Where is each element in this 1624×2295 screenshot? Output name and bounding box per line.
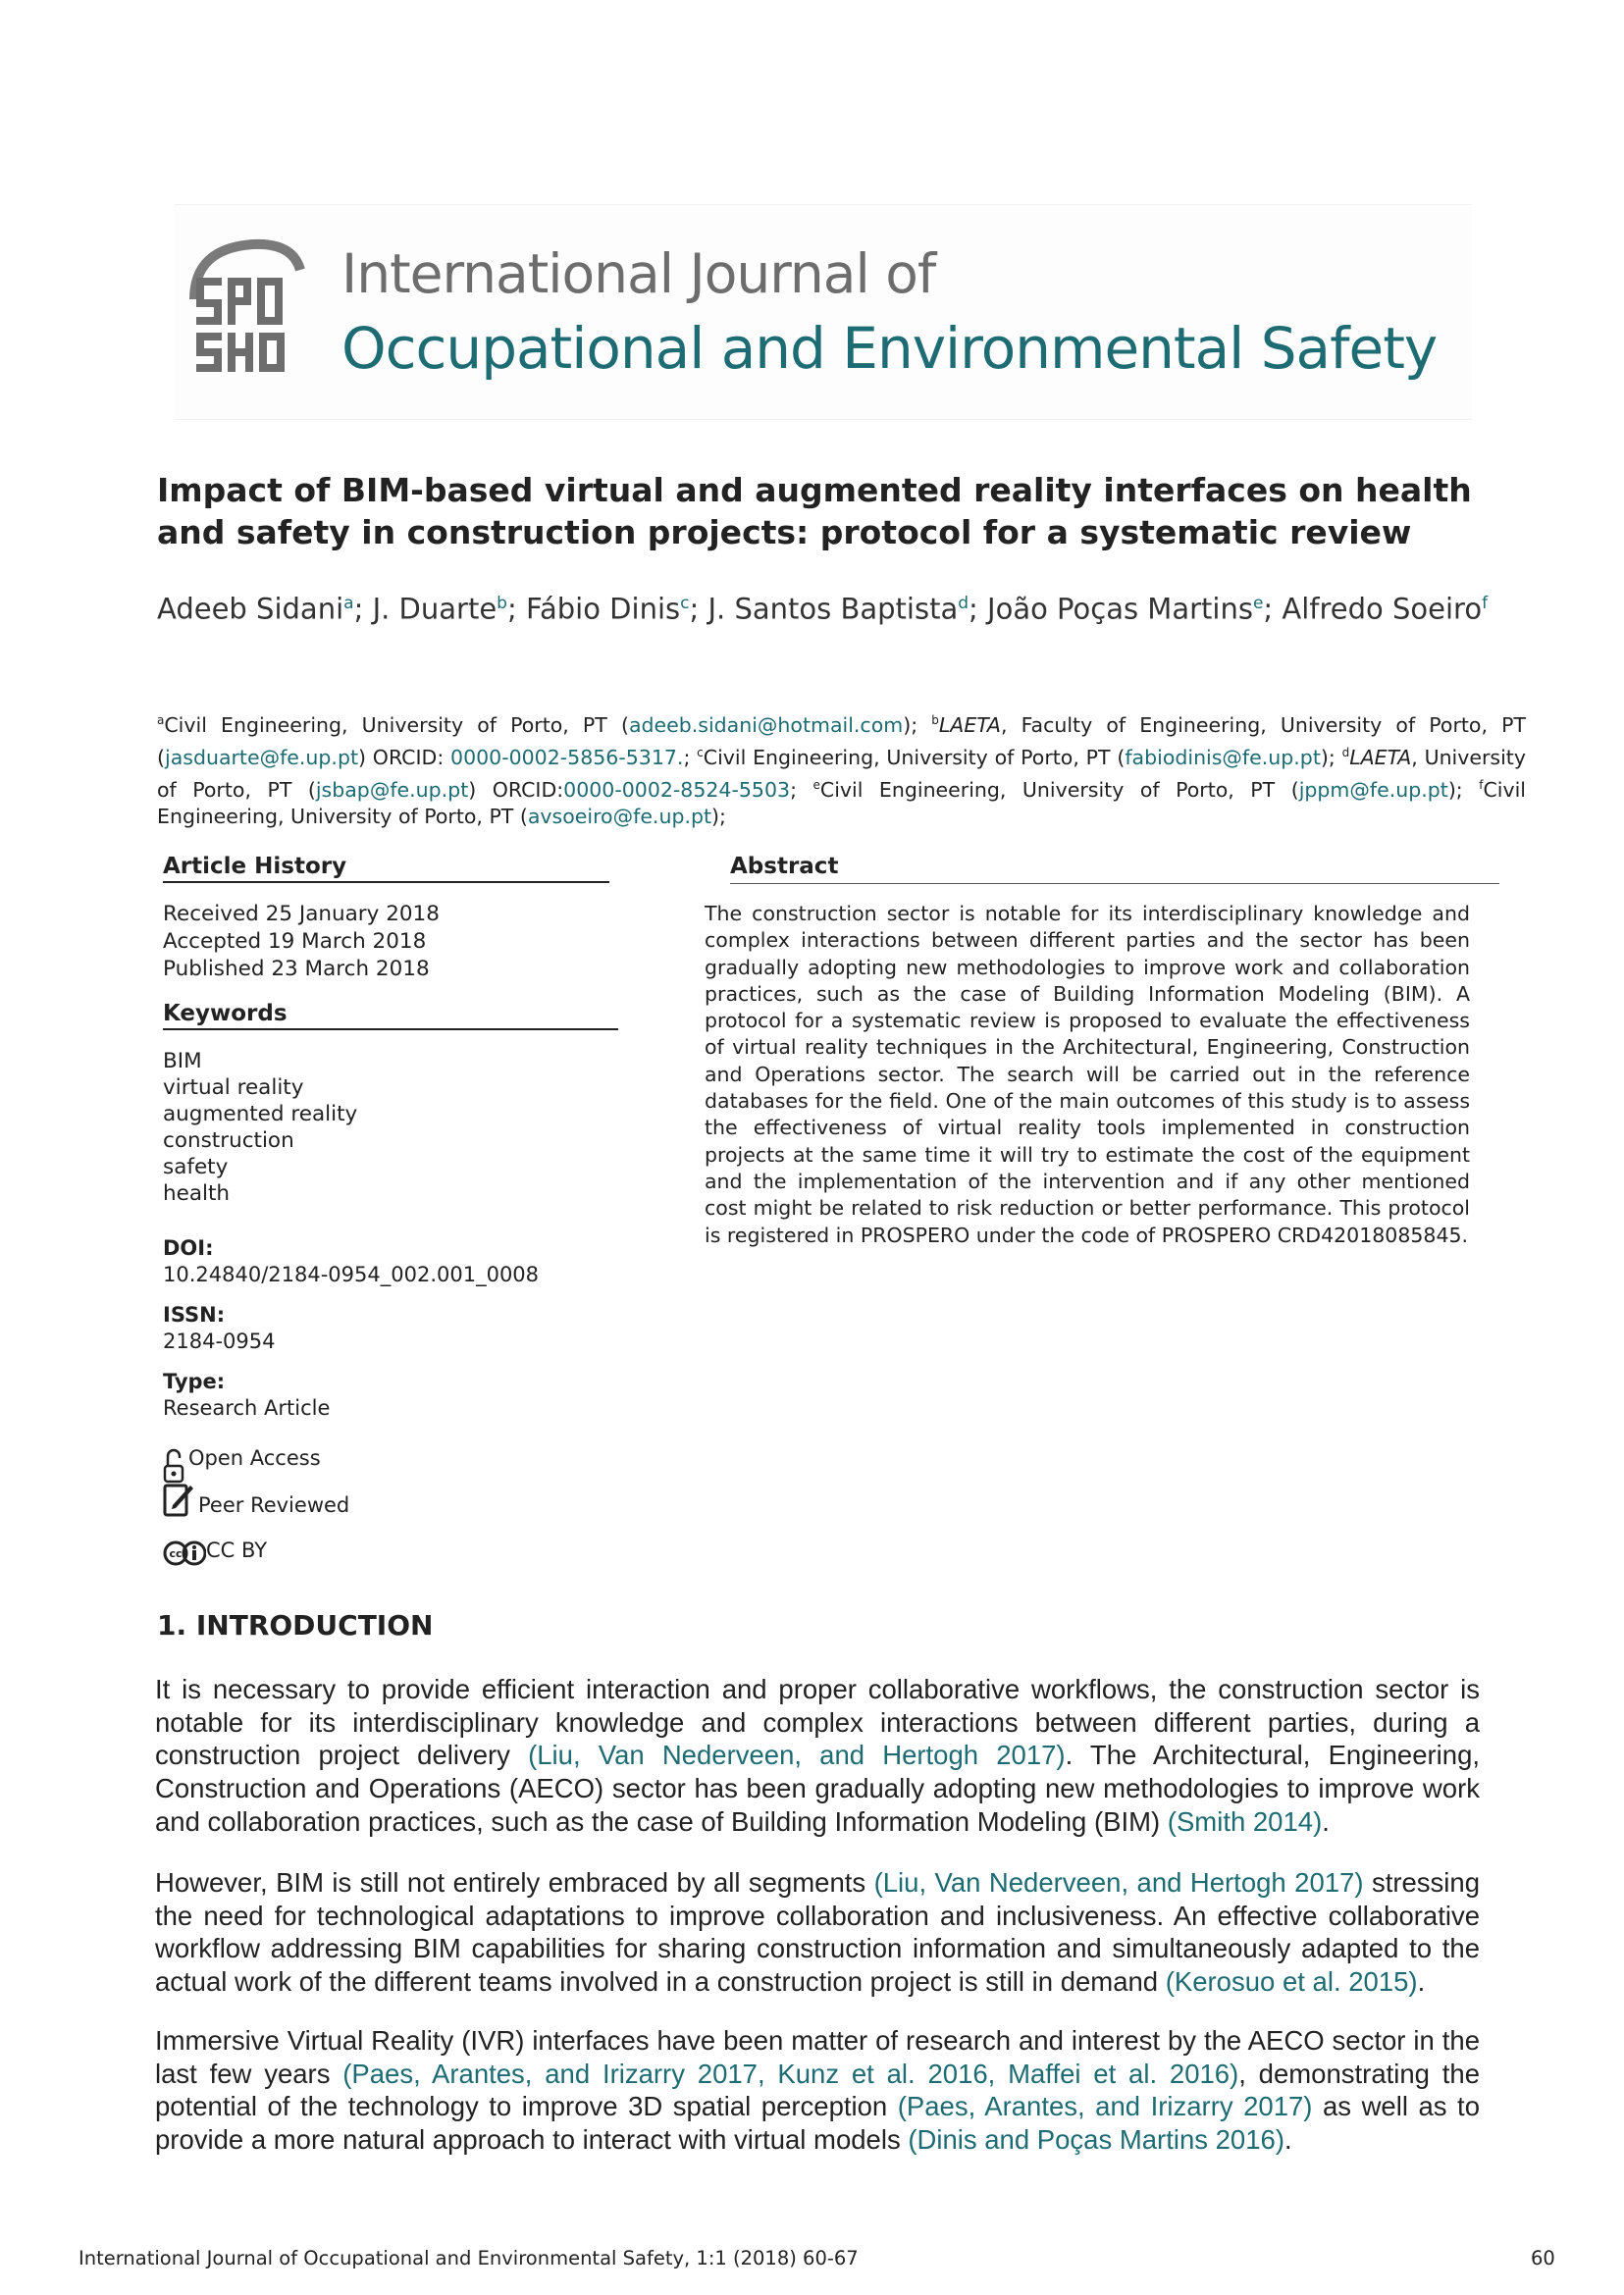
author-name: J. Santos Baptista [707, 592, 959, 626]
article-history [163, 901, 440, 983]
affil-sup: c [697, 745, 704, 759]
author-sep: ; [689, 592, 708, 626]
author-sup: f [1482, 594, 1489, 613]
type-value: Research Article [163, 1396, 331, 1420]
orcid-link-baptista[interactable]: 0000-0002-8524-5503 [563, 777, 791, 802]
article-title: Impact of BIM-based virtual and augmented reality interfaces on health and safety in construction projects: protocol for a systematic review [157, 471, 1472, 551]
affil-e: Civil Engineering, University of Porto, PT ( [819, 777, 1299, 802]
svg-text:cc: cc [169, 1547, 183, 1560]
license-badge [163, 1529, 267, 1568]
introduction-heading: 1. INTRODUCTION [157, 1609, 434, 1642]
journal-banner [175, 204, 1472, 420]
open-access-label: Open Access [188, 1446, 321, 1470]
affil-d: , University of Porto, PT ( [157, 745, 1526, 802]
author-name: Adeeb Sidani [157, 592, 344, 626]
email-link-duarte[interactable]: jasduarte@fe.up.pt [165, 745, 359, 769]
paragraph-text: Immersive Virtual Reality (IVR) interfaces have been matter of research and interest by the AECO sector in the last few years [155, 2025, 1480, 2089]
affil-punct: ); [903, 712, 932, 737]
received-date: Received 25 January 2018 [163, 902, 440, 926]
citation-link[interactable]: (Dinis and Poças Martins 2016) [908, 2124, 1284, 2156]
author-sep: ; [353, 592, 373, 626]
affil-sup: a [157, 713, 165, 727]
email-link-sidani[interactable]: adeeb.sidani@hotmail.com [628, 712, 904, 737]
paragraph-text: as well as to provide a more natural approach to interact with virtual models [155, 2091, 1480, 2156]
keyword-item: BIM [163, 1049, 202, 1073]
page-number: 60 [1531, 2247, 1555, 2269]
article-history-heading: Article History [163, 854, 609, 883]
paragraph-text: . [1417, 1966, 1426, 1998]
citation-link[interactable]: (Paes, Arantes, and Irizarry 2017, Kunz et al. 2016, Maffei et al. 2016) [342, 2058, 1239, 2089]
email-link-dinis[interactable]: fabiodinis@fe.up.pt [1125, 745, 1321, 769]
paragraph-text: It is necessary to provide efficient interaction and proper collaborative workflows, the construction sector is notable for its interdisciplinary knowledge and complex interactions between different parties, during a construction project delivery [155, 1674, 1480, 1771]
keyword-item: health [163, 1181, 231, 1206]
doi-label: DOI: [163, 1236, 214, 1260]
keyword-item: safety [163, 1155, 229, 1179]
affil-sup: f [1479, 777, 1484, 792]
orcid-link-duarte[interactable]: 0000-0002-5856-5317. [450, 745, 684, 769]
intro-paragraph-1 [155, 1673, 1480, 1839]
journal-name-line2: Occupational and Environmental Safety [341, 315, 1438, 382]
citation-link[interactable]: (Smith 2014) [1167, 1805, 1323, 1837]
citation-link[interactable]: (Liu, Van Nederveen, and Hertogh 2017) [528, 1740, 1066, 1771]
keywords-heading: Keywords [163, 1001, 618, 1030]
email-link-soeiro[interactable]: avsoeiro@fe.up.pt [527, 805, 712, 829]
affil-f: Civil Engineering, University of Porto, PT ( [157, 777, 1527, 829]
author-name: Fábio Dinis [525, 592, 681, 626]
peer-reviewed-label: Peer Reviewed [198, 1493, 350, 1517]
affil-d-org: LAETA [1349, 745, 1412, 769]
affil-sup: b [931, 713, 939, 727]
doi-link[interactable]: 10.24840/2184-0954_002.001_0008 [163, 1263, 540, 1286]
peer-reviewed-badge [163, 1480, 349, 1519]
affil-punct: ); [1447, 777, 1480, 802]
author-sup: e [1252, 594, 1264, 613]
abstract-heading: Abstract [730, 854, 1499, 884]
affil-a: Civil Engineering, University of Porto, PT ( [164, 712, 629, 737]
accepted-date: Accepted 19 March 2018 [163, 929, 427, 954]
open-access-badge [163, 1444, 321, 1484]
affil-orcid-label: ) ORCID: [358, 745, 451, 769]
published-date: Published 23 March 2018 [163, 957, 430, 981]
citation-link[interactable]: (Liu, Van Nederveen, and Hertogh 2017) [873, 1867, 1364, 1898]
email-link-baptista[interactable]: jsbap@fe.up.pt [315, 777, 469, 802]
intro-paragraph-3 [155, 2024, 1480, 2157]
citation-link[interactable]: (Kerosuo et al. 2015) [1165, 1966, 1418, 1998]
journal-name-line1: International Journal of [341, 242, 936, 305]
intro-paragraph-2 [155, 1866, 1480, 1999]
paragraph-text: . [1283, 2124, 1292, 2156]
affil-sup: e [812, 777, 820, 792]
email-link-martins[interactable]: jppm@fe.up.pt [1298, 777, 1448, 802]
author-sep: ; [506, 592, 526, 626]
keyword-item: construction [163, 1128, 294, 1153]
author-sup: b [497, 594, 507, 613]
author-name: João Poças Martins [987, 592, 1253, 626]
author-name: J. Duarte [372, 592, 498, 626]
affil-punct: ); [1320, 745, 1342, 769]
keyword-item: virtual reality [163, 1075, 304, 1100]
issn-value: 2184-0954 [163, 1330, 276, 1353]
author-name: Alfredo Soeiro [1282, 592, 1483, 626]
affil-punct: ; [683, 745, 698, 769]
affil-c: Civil Engineering, University of Porto, PT ( [703, 745, 1126, 769]
peer-review-icon [163, 1480, 194, 1519]
affiliations [157, 706, 1526, 830]
author-sep: ; [1263, 592, 1283, 626]
author-list [157, 584, 1531, 629]
type-label: Type: [163, 1370, 226, 1393]
paragraph-text: . The Architectural, Engineering, Construction and Operations (AECO) sector has been gradually adopting new methodologies to improve work and collaboration practices, such as the case of Building Information Modeling (BIM) [155, 1740, 1481, 1837]
creative-commons-icon [163, 1539, 206, 1568]
author-sup: d [958, 594, 969, 613]
open-lock-icon [163, 1444, 184, 1484]
license-label: CC BY [206, 1539, 268, 1562]
author-sup: a [343, 594, 354, 613]
issn-label: ISSN: [163, 1303, 226, 1327]
author-sep: ; [969, 592, 988, 626]
abstract-text: The construction sector is notable for its interdisciplinary knowledge and complex interactions between different parties and the sector has been gradually adopting new methodologies to improve work and collaboration practices, such as the case of Building Information Modeling (BIM). A protocol for a systematic review is proposed to evaluate the effectiveness of virtual reality techniques in the Architectural, Engineering, Construction and Operations sector. The search will be carried out in the reference databases for the field. One of the main outcomes of this study is to assess the effectiveness of virtual reality tools implemented in construction projects at the same time it will try to estimate the cost of the equipment and the implementation of the intervention and if any other mentioned cost might be related to risk reduction or better performance. This protocol is registered in PROSPERO under the code of PROSPERO CRD42018085845. [705, 902, 1470, 1247]
affil-punct: ); [711, 805, 726, 829]
journal-logo [175, 231, 308, 388]
footer-citation: International Journal of Occupational and Environmental Safety, 1:1 (2018) 60-67 [79, 2247, 859, 2269]
affil-orcid-label: ) ORCID: [468, 777, 564, 802]
keyword-item: augmented reality [163, 1102, 358, 1126]
affil-b: , Faculty of Engineering, University of Porto, PT ( [157, 712, 1527, 769]
author-sup: c [680, 594, 690, 613]
affil-sup: d [1341, 745, 1350, 759]
paragraph-text: . [1322, 1805, 1330, 1837]
paragraph-text: , demonstrating the potential of the technology to improve 3D spatial perception [155, 2058, 1480, 2122]
affil-punct: ; [790, 777, 813, 802]
affil-b-org: LAETA [938, 712, 1001, 737]
paragraph-text: However, BIM is still not entirely embraced by all segments [155, 1867, 874, 1898]
paragraph-text: stressing the need for technological adaptations to improve collaboration and inclusiveness. An effective collaborative workflow addressing BIM capabilities for sharing construction information and simultaneously adapted to the actual work of the different teams involved in a construction project is still in demand [155, 1867, 1480, 1998]
keyword-list [163, 1048, 357, 1207]
citation-link[interactable]: (Paes, Arantes, and Irizarry 2017) [897, 2091, 1313, 2122]
